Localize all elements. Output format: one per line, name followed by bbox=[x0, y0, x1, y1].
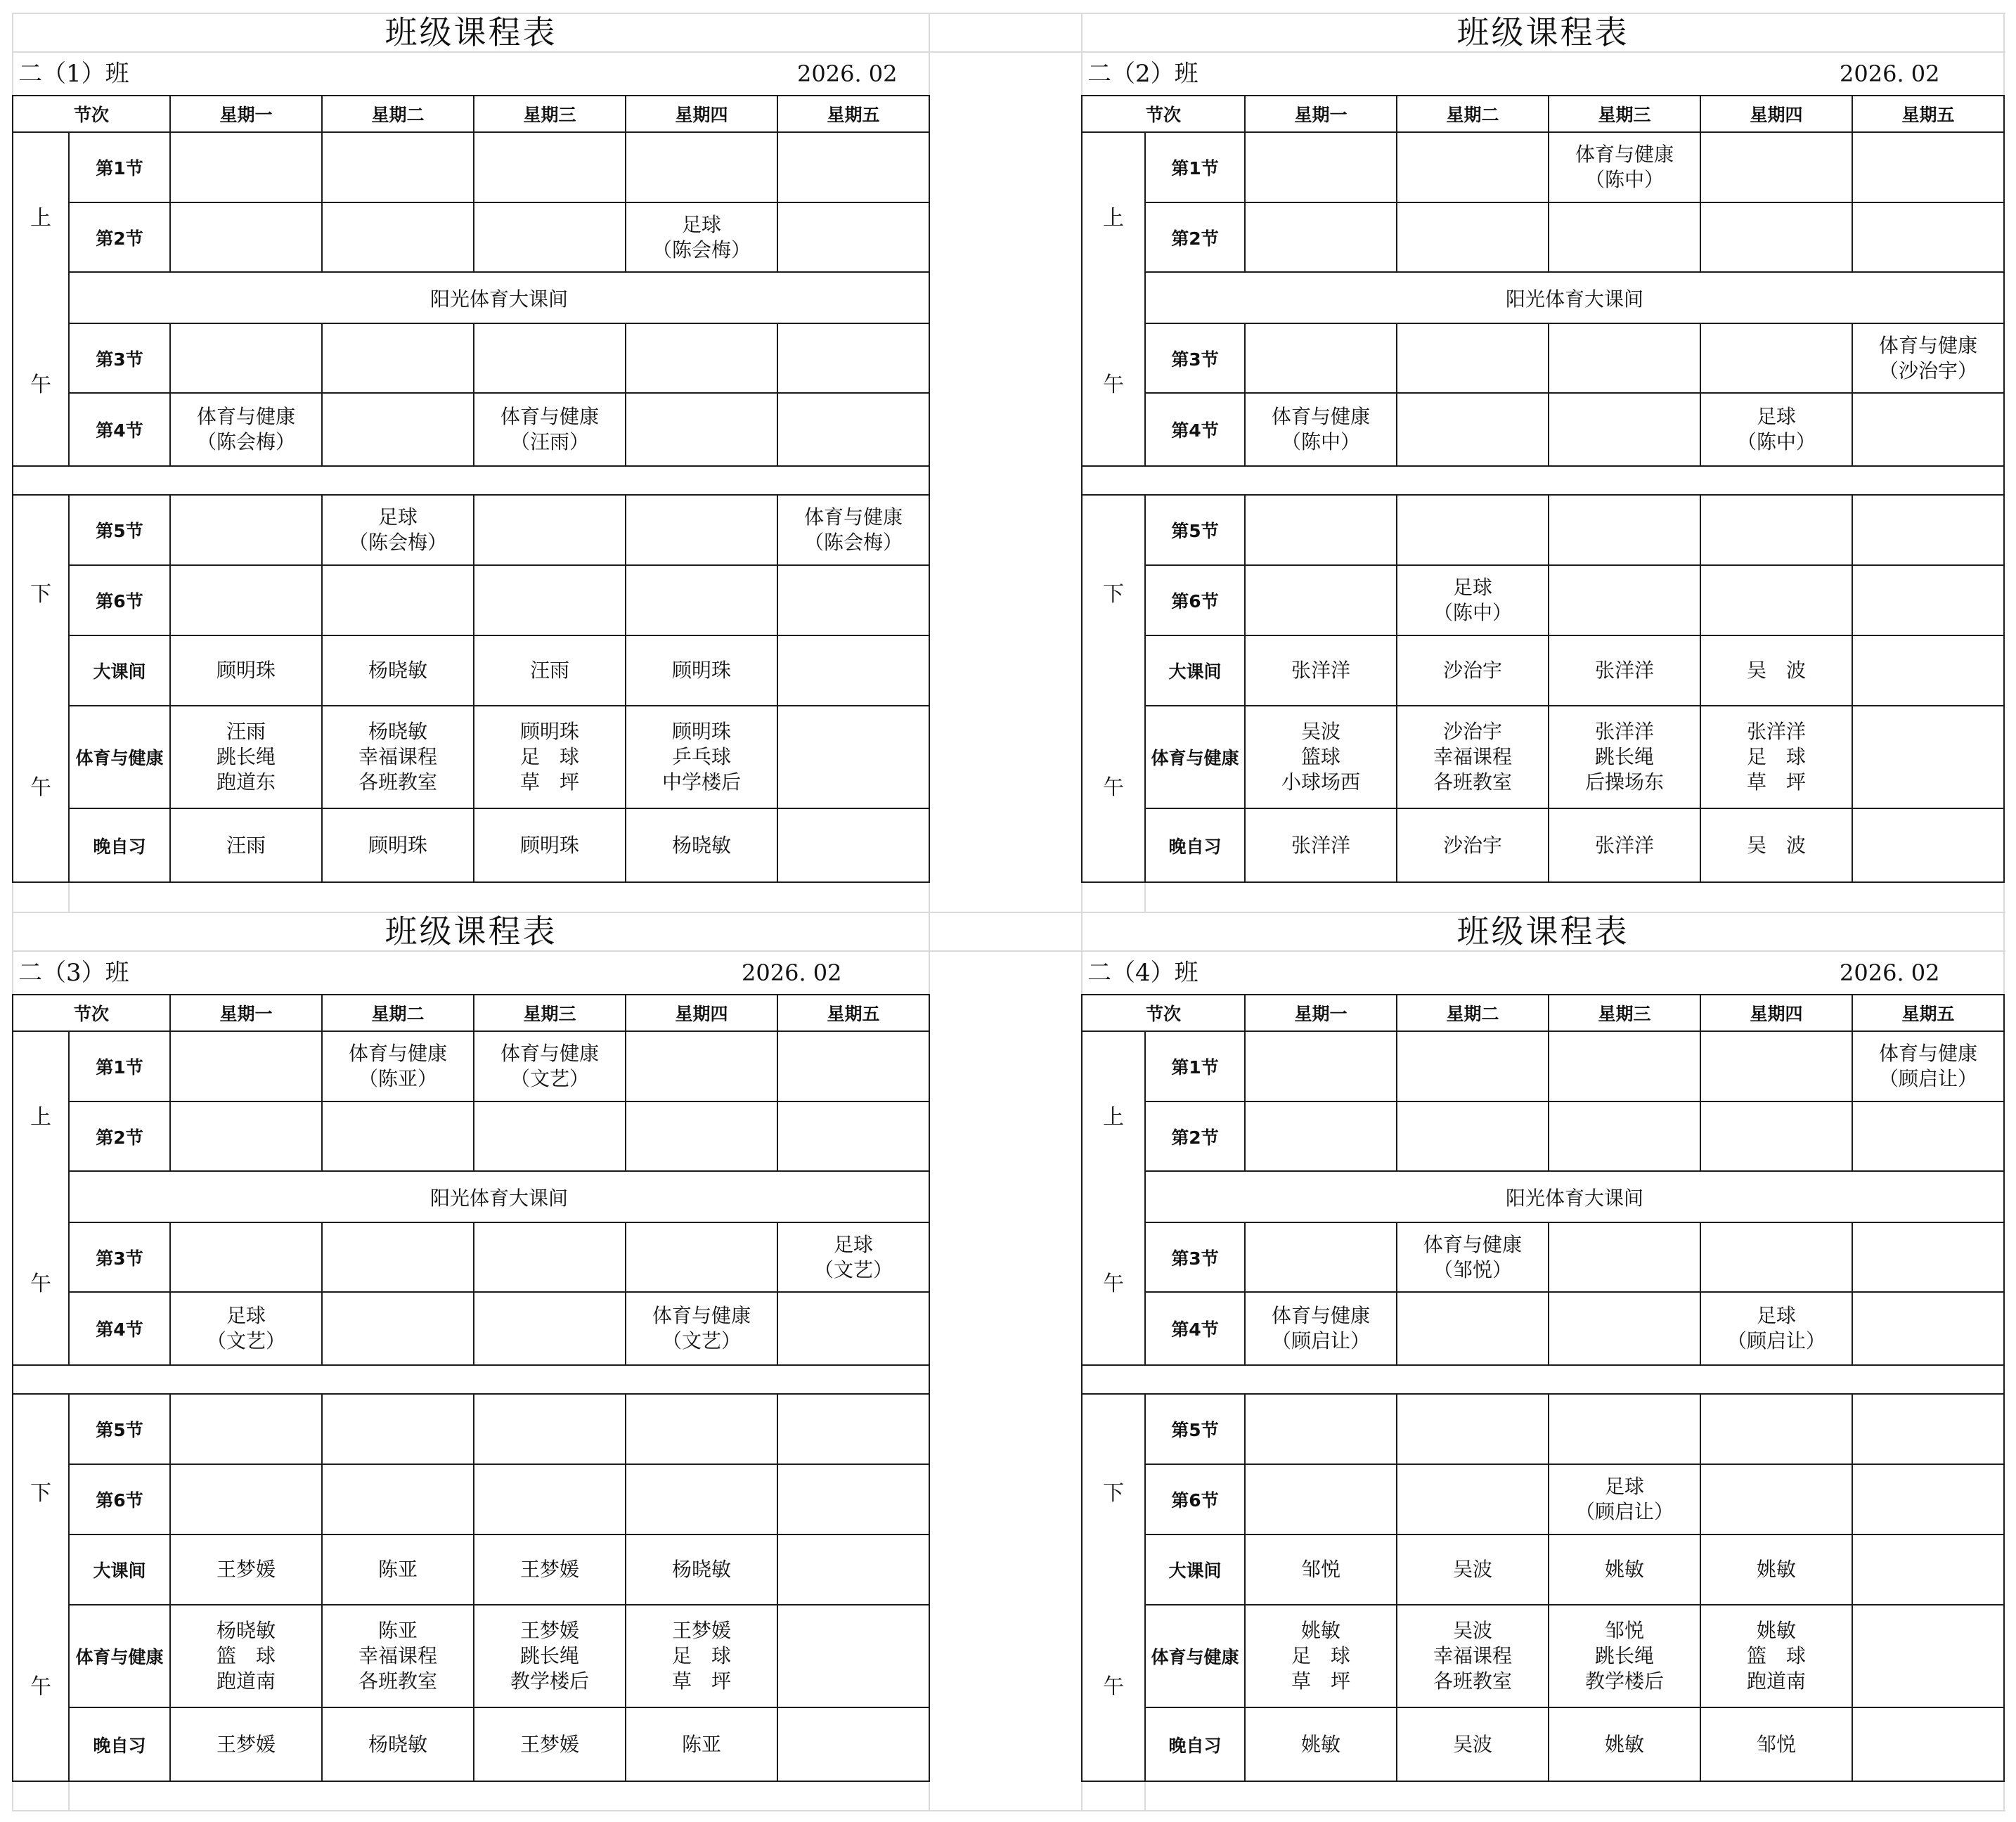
session-char: 下 bbox=[30, 582, 51, 607]
timetable-cell[interactable] bbox=[778, 1605, 930, 1708]
timetable-cell[interactable]: 王梦媛 bbox=[171, 1708, 323, 1782]
schedule-date: 2026. 02 bbox=[742, 960, 842, 986]
timetable-cell[interactable]: 汪雨 跳长绳 跑道东 bbox=[171, 706, 323, 809]
timetable-cell[interactable] bbox=[1701, 1465, 1853, 1535]
timetable-cell[interactable]: 足球 （陈中） bbox=[1397, 566, 1549, 636]
timetable-cell[interactable]: 体育与健康 （文艺） bbox=[474, 1032, 626, 1102]
timetable-cell[interactable] bbox=[1246, 1465, 1397, 1535]
timetable-cell[interactable] bbox=[323, 1465, 474, 1535]
schedule-title: 班级课程表 bbox=[1456, 13, 1629, 51]
timetable-cell[interactable]: 体育与健康 （顾启让） bbox=[1853, 1032, 2005, 1102]
timetable-cell[interactable] bbox=[778, 324, 930, 394]
header-day: 星期二 bbox=[1397, 96, 1549, 133]
header-day: 星期四 bbox=[1701, 96, 1853, 133]
period-label: 第4节 bbox=[1146, 1293, 1246, 1366]
timetable-cell[interactable] bbox=[1549, 1032, 1701, 1102]
timetable-cell[interactable] bbox=[778, 1535, 930, 1605]
session-char: 午 bbox=[30, 1271, 51, 1296]
timetable-cell[interactable]: 顾明珠 乒乓球 中学楼后 bbox=[626, 706, 778, 809]
header-day: 星期三 bbox=[1549, 96, 1701, 133]
timetable-cell[interactable] bbox=[474, 1102, 626, 1172]
timetable-cell[interactable]: 杨晓敏 bbox=[323, 636, 474, 706]
timetable-cell[interactable] bbox=[778, 133, 930, 203]
timetable-cell[interactable] bbox=[1701, 1395, 1853, 1465]
header-day: 星期一 bbox=[1246, 96, 1397, 133]
header-day: 星期四 bbox=[626, 995, 778, 1032]
timetable-cell[interactable]: 沙治宇 幸福课程 各班教室 bbox=[1397, 706, 1549, 809]
timetable-cell[interactable]: 吴波 bbox=[1397, 1535, 1549, 1605]
timetable-cell[interactable] bbox=[1853, 496, 2005, 566]
timetable-cell[interactable] bbox=[626, 133, 778, 203]
header-day: 星期三 bbox=[474, 96, 626, 133]
timetable-cell[interactable]: 体育与健康 （邹悦） bbox=[1397, 1223, 1549, 1293]
timetable-cell[interactable]: 体育与健康 （陈会梅） bbox=[778, 496, 930, 566]
timetable-cell[interactable]: 顾明珠 bbox=[323, 809, 474, 883]
timetable-cell[interactable] bbox=[626, 566, 778, 636]
schedule-panel bbox=[12, 899, 930, 1782]
timetable-cell[interactable]: 姚敏 bbox=[1549, 1535, 1701, 1605]
timetable-cell[interactable]: 张洋洋 足 球 草 坪 bbox=[1701, 706, 1853, 809]
timetable-cell[interactable] bbox=[171, 1223, 323, 1293]
period-label: 第2节 bbox=[1146, 203, 1246, 273]
header-day: 星期二 bbox=[323, 96, 474, 133]
timetable-cell[interactable] bbox=[171, 1465, 323, 1535]
session-label-morning bbox=[13, 133, 70, 467]
timetable-cell[interactable] bbox=[171, 496, 323, 566]
header-day: 星期四 bbox=[626, 96, 778, 133]
class-name: 二（4）班 bbox=[1087, 959, 1198, 987]
timetable-cell[interactable] bbox=[1246, 133, 1397, 203]
timetable-cell[interactable] bbox=[1397, 1102, 1549, 1172]
timetable-cell[interactable]: 顾明珠 足 球 草 坪 bbox=[474, 706, 626, 809]
period-label: 体育与健康 bbox=[1146, 706, 1246, 809]
timetable-cell[interactable] bbox=[171, 133, 323, 203]
timetable-cell[interactable]: 姚敏 bbox=[1246, 1708, 1397, 1782]
timetable-cell[interactable]: 杨晓敏 篮 球 跑道南 bbox=[171, 1605, 323, 1708]
period-label: 大课间 bbox=[1146, 636, 1246, 706]
timetable-cell[interactable]: 吴 波 bbox=[1701, 636, 1853, 706]
timetable-cell[interactable] bbox=[1397, 133, 1549, 203]
period-label: 第5节 bbox=[70, 1395, 171, 1465]
timetable-cell[interactable] bbox=[778, 1395, 930, 1465]
header-day: 星期五 bbox=[778, 995, 930, 1032]
timetable-cell[interactable]: 足球 （文艺） bbox=[778, 1223, 930, 1293]
timetable-cell[interactable] bbox=[778, 394, 930, 467]
sheet-gridline bbox=[68, 1782, 70, 1810]
period-label: 第1节 bbox=[1146, 133, 1246, 203]
timetable-cell[interactable]: 汪雨 bbox=[171, 809, 323, 883]
timetable-cell[interactable] bbox=[626, 496, 778, 566]
timetable-cell[interactable]: 沙治宇 bbox=[1397, 636, 1549, 706]
timetable-cell[interactable]: 王梦媛 bbox=[171, 1535, 323, 1605]
period-label: 大课间 bbox=[70, 1535, 171, 1605]
timetable-cell[interactable] bbox=[1853, 133, 2005, 203]
timetable-cell[interactable] bbox=[1397, 1032, 1549, 1102]
timetable-cell[interactable] bbox=[1397, 1395, 1549, 1465]
timetable-cell[interactable] bbox=[1701, 1223, 1853, 1293]
timetable-cell[interactable]: 陈亚 幸福课程 各班教室 bbox=[323, 1605, 474, 1708]
timetable-cell[interactable] bbox=[626, 1102, 778, 1172]
timetable-cell[interactable]: 邹悦 bbox=[1246, 1535, 1397, 1605]
period-label: 第2节 bbox=[70, 203, 171, 273]
timetable-cell[interactable] bbox=[778, 1102, 930, 1172]
timetable-cell[interactable] bbox=[1397, 203, 1549, 273]
timetable-cell[interactable] bbox=[1397, 1465, 1549, 1535]
blank-separator-row bbox=[1083, 1366, 2005, 1395]
session-label-afternoon bbox=[13, 1395, 70, 1782]
timetable-cell[interactable]: 足球 （陈会梅） bbox=[323, 496, 474, 566]
timetable-cell[interactable] bbox=[1246, 324, 1397, 394]
timetable-cell[interactable]: 张洋洋 bbox=[1246, 809, 1397, 883]
timetable-cell[interactable] bbox=[778, 706, 930, 809]
class-name: 二（1）班 bbox=[18, 60, 129, 88]
timetable-grid bbox=[1081, 994, 2005, 1782]
period-label: 第1节 bbox=[1146, 1032, 1246, 1102]
timetable-cell[interactable] bbox=[171, 1032, 323, 1102]
class-info-row bbox=[12, 53, 930, 95]
timetable-cell[interactable]: 王梦媛 bbox=[474, 1535, 626, 1605]
timetable-cell[interactable]: 杨晓敏 bbox=[323, 1708, 474, 1782]
schedule-panel bbox=[1081, 0, 2005, 883]
session-char: 午 bbox=[30, 1674, 51, 1699]
timetable-cell[interactable] bbox=[1246, 496, 1397, 566]
session-char: 上 bbox=[30, 1105, 51, 1130]
period-label: 大课间 bbox=[70, 636, 171, 706]
timetable-cell[interactable] bbox=[778, 636, 930, 706]
timetable-grid bbox=[12, 95, 930, 883]
timetable-cell[interactable] bbox=[1549, 1223, 1701, 1293]
timetable-cell[interactable]: 体育与健康 （陈会梅） bbox=[171, 394, 323, 467]
timetable-cell[interactable]: 吴波 篮球 小球场西 bbox=[1246, 706, 1397, 809]
timetable-cell[interactable] bbox=[1246, 1102, 1397, 1172]
timetable-cell[interactable] bbox=[474, 566, 626, 636]
timetable-cell[interactable] bbox=[323, 1223, 474, 1293]
timetable-cell[interactable] bbox=[1549, 1395, 1701, 1465]
timetable-cell[interactable]: 吴波 bbox=[1397, 1708, 1549, 1782]
header-period: 节次 bbox=[1083, 995, 1246, 1032]
timetable-cell[interactable]: 汪雨 bbox=[474, 636, 626, 706]
header-period: 节次 bbox=[1083, 96, 1246, 133]
period-label: 体育与健康 bbox=[70, 706, 171, 809]
timetable-cell[interactable] bbox=[1701, 203, 1853, 273]
blank-separator-row bbox=[13, 1366, 930, 1395]
header-day: 星期五 bbox=[1853, 96, 2005, 133]
timetable-cell[interactable] bbox=[474, 1395, 626, 1465]
timetable-cell[interactable]: 陈亚 bbox=[323, 1535, 474, 1605]
timetable-cell[interactable] bbox=[323, 1293, 474, 1366]
timetable-cell[interactable]: 王梦媛 bbox=[474, 1708, 626, 1782]
period-label: 第3节 bbox=[1146, 1223, 1246, 1293]
timetable-cell[interactable]: 体育与健康 （文艺） bbox=[626, 1293, 778, 1366]
period-label: 第4节 bbox=[70, 1293, 171, 1366]
timetable-cell[interactable] bbox=[474, 324, 626, 394]
sunshine-break-row: 阳光体育大课间 bbox=[1146, 273, 2005, 324]
timetable-cell[interactable]: 顾明珠 bbox=[474, 809, 626, 883]
timetable-cell[interactable] bbox=[1853, 1465, 2005, 1535]
session-label-morning bbox=[1083, 1032, 1146, 1366]
period-label: 第6节 bbox=[70, 566, 171, 636]
sheet-gridline bbox=[1144, 1782, 1146, 1810]
timetable-cell[interactable] bbox=[778, 1708, 930, 1782]
period-label: 第6节 bbox=[1146, 566, 1246, 636]
timetable-cell[interactable] bbox=[323, 1395, 474, 1465]
session-char: 午 bbox=[1103, 1674, 1124, 1699]
timetable-cell[interactable]: 王梦媛 跳长绳 教学楼后 bbox=[474, 1605, 626, 1708]
session-label-afternoon bbox=[1083, 496, 1146, 883]
header-day: 星期五 bbox=[1853, 995, 2005, 1032]
schedule-date: 2026. 02 bbox=[1840, 960, 1940, 986]
timetable-cell[interactable] bbox=[171, 1395, 323, 1465]
timetable-cell[interactable] bbox=[1853, 1605, 2005, 1708]
timetable-cell[interactable]: 杨晓敏 bbox=[626, 1535, 778, 1605]
timetable-cell[interactable] bbox=[474, 1293, 626, 1366]
timetable-cell[interactable] bbox=[626, 324, 778, 394]
timetable-cell[interactable] bbox=[1549, 203, 1701, 273]
schedule-title: 班级课程表 bbox=[385, 912, 557, 950]
timetable-cell[interactable]: 体育与健康 （陈中） bbox=[1549, 133, 1701, 203]
timetable-grid bbox=[12, 994, 930, 1782]
timetable-cell[interactable] bbox=[1246, 203, 1397, 273]
class-info-row bbox=[12, 952, 930, 994]
timetable-cell[interactable] bbox=[323, 133, 474, 203]
timetable-cell[interactable] bbox=[171, 566, 323, 636]
timetable-cell[interactable] bbox=[778, 1465, 930, 1535]
timetable-cell[interactable]: 张洋洋 bbox=[1549, 636, 1701, 706]
timetable-cell[interactable] bbox=[1701, 133, 1853, 203]
schedule-date: 2026. 02 bbox=[797, 60, 898, 87]
period-label: 第6节 bbox=[1146, 1465, 1246, 1535]
session-char: 午 bbox=[1103, 372, 1124, 397]
schedule-date: 2026. 02 bbox=[1840, 60, 1940, 87]
sunshine-break-row: 阳光体育大课间 bbox=[70, 273, 930, 324]
header-day: 星期二 bbox=[323, 995, 474, 1032]
timetable-cell[interactable]: 邹悦 跳长绳 教学楼后 bbox=[1549, 1605, 1701, 1708]
timetable-cell[interactable]: 张洋洋 bbox=[1246, 636, 1397, 706]
blank-separator-row bbox=[13, 467, 930, 496]
session-char: 午 bbox=[30, 775, 51, 800]
schedule-panel bbox=[12, 0, 930, 883]
timetable-cell[interactable] bbox=[626, 1032, 778, 1102]
timetable-cell[interactable]: 体育与健康 （陈亚） bbox=[323, 1032, 474, 1102]
period-label: 第2节 bbox=[70, 1102, 171, 1172]
timetable-cell[interactable] bbox=[323, 203, 474, 273]
period-label: 第3节 bbox=[1146, 324, 1246, 394]
timetable-cell[interactable]: 姚敏 篮 球 跑道南 bbox=[1701, 1605, 1853, 1708]
timetable-cell[interactable]: 沙治宇 bbox=[1397, 809, 1549, 883]
timetable-cell[interactable]: 体育与健康 （汪雨） bbox=[474, 394, 626, 467]
timetable-cell[interactable] bbox=[1549, 566, 1701, 636]
timetable-cell[interactable]: 足球 （文艺） bbox=[171, 1293, 323, 1366]
sheet-gridline bbox=[12, 1810, 2005, 1811]
timetable-cell[interactable] bbox=[1853, 636, 2005, 706]
timetable-cell[interactable] bbox=[474, 133, 626, 203]
timetable-cell[interactable] bbox=[778, 203, 930, 273]
timetable-cell[interactable] bbox=[778, 1293, 930, 1366]
timetable-cell[interactable] bbox=[1853, 1535, 2005, 1605]
timetable-cell[interactable] bbox=[1853, 1395, 2005, 1465]
header-period: 节次 bbox=[13, 995, 171, 1032]
timetable-cell[interactable] bbox=[1701, 324, 1853, 394]
timetable-cell[interactable] bbox=[1246, 1032, 1397, 1102]
session-char: 下 bbox=[30, 1481, 51, 1506]
timetable-cell[interactable]: 体育与健康 （顾启让） bbox=[1246, 1293, 1397, 1366]
timetable-cell[interactable]: 体育与健康 （陈中） bbox=[1246, 394, 1397, 467]
timetable-cell[interactable]: 足球 （顾启让） bbox=[1701, 1293, 1853, 1366]
timetable-cell[interactable]: 杨晓敏 bbox=[626, 809, 778, 883]
period-label: 大课间 bbox=[1146, 1535, 1246, 1605]
session-char: 上 bbox=[30, 206, 51, 231]
period-label: 晚自习 bbox=[1146, 1708, 1246, 1782]
timetable-cell[interactable] bbox=[1853, 566, 2005, 636]
timetable-cell[interactable] bbox=[1246, 1395, 1397, 1465]
timetable-cell[interactable] bbox=[323, 1102, 474, 1172]
session-char: 上 bbox=[1103, 1105, 1124, 1130]
timetable-cell[interactable] bbox=[1549, 496, 1701, 566]
timetable-cell[interactable]: 足球 （陈中） bbox=[1701, 394, 1853, 467]
timetable-cell[interactable] bbox=[323, 566, 474, 636]
header-day: 星期二 bbox=[1397, 995, 1549, 1032]
period-label: 第5节 bbox=[1146, 496, 1246, 566]
timetable-cell[interactable]: 邹悦 bbox=[1701, 1708, 1853, 1782]
timetable-cell[interactable] bbox=[1853, 1223, 2005, 1293]
timetable-cell[interactable] bbox=[1853, 1102, 2005, 1172]
period-label: 第6节 bbox=[70, 1465, 171, 1535]
timetable-grid bbox=[1081, 95, 2005, 883]
session-char: 下 bbox=[1103, 582, 1124, 607]
timetable-cell[interactable] bbox=[474, 203, 626, 273]
header-day: 星期一 bbox=[171, 96, 323, 133]
period-label: 体育与健康 bbox=[70, 1605, 171, 1708]
period-label: 第5节 bbox=[1146, 1395, 1246, 1465]
sunshine-break-row: 阳光体育大课间 bbox=[1146, 1172, 2005, 1223]
period-label: 第1节 bbox=[70, 1032, 171, 1102]
session-char: 午 bbox=[1103, 1271, 1124, 1296]
class-info-row bbox=[1081, 952, 2005, 994]
timetable-cell[interactable] bbox=[1853, 809, 2005, 883]
header-day: 星期四 bbox=[1701, 995, 1853, 1032]
session-label-afternoon bbox=[1083, 1395, 1146, 1782]
timetable-cell[interactable]: 体育与健康 （沙治宇） bbox=[1853, 324, 2005, 394]
timetable-cell[interactable] bbox=[1853, 203, 2005, 273]
timetable-cell[interactable] bbox=[474, 496, 626, 566]
timetable-cell[interactable]: 足球 （陈会梅） bbox=[626, 203, 778, 273]
timetable-cell[interactable] bbox=[1701, 496, 1853, 566]
timetable-cell[interactable] bbox=[1246, 1223, 1397, 1293]
session-char: 下 bbox=[1103, 1481, 1124, 1506]
header-day: 星期一 bbox=[171, 995, 323, 1032]
header-period: 节次 bbox=[13, 96, 171, 133]
period-label: 第4节 bbox=[70, 394, 171, 467]
timetable-cell[interactable]: 张洋洋 bbox=[1549, 809, 1701, 883]
period-label: 体育与健康 bbox=[1146, 1605, 1246, 1708]
timetable-cell[interactable]: 姚敏 足 球 草 坪 bbox=[1246, 1605, 1397, 1708]
timetable-cell[interactable]: 姚敏 bbox=[1549, 1708, 1701, 1782]
timetable-cell[interactable] bbox=[1549, 1102, 1701, 1172]
period-label: 第3节 bbox=[70, 324, 171, 394]
header-day: 星期一 bbox=[1246, 995, 1397, 1032]
timetable-cell[interactable] bbox=[1549, 1293, 1701, 1366]
timetable-cell[interactable] bbox=[1701, 1032, 1853, 1102]
timetable-cell[interactable] bbox=[1397, 496, 1549, 566]
timetable-cell[interactable] bbox=[1246, 566, 1397, 636]
timetable-cell[interactable] bbox=[1549, 394, 1701, 467]
timetable-cell[interactable] bbox=[778, 1032, 930, 1102]
class-name: 二（2）班 bbox=[1087, 60, 1198, 88]
timetable-cell[interactable] bbox=[1853, 1708, 2005, 1782]
timetable-cell[interactable] bbox=[1853, 706, 2005, 809]
timetable-cell[interactable] bbox=[1397, 324, 1549, 394]
class-info-row bbox=[1081, 53, 2005, 95]
class-name: 二（3）班 bbox=[18, 959, 129, 987]
timetable-cell[interactable]: 张洋洋 跳长绳 后操场东 bbox=[1549, 706, 1701, 809]
period-label: 晚自习 bbox=[1146, 809, 1246, 883]
period-label: 晚自习 bbox=[70, 1708, 171, 1782]
timetable-cell[interactable] bbox=[778, 809, 930, 883]
period-label: 第2节 bbox=[1146, 1102, 1246, 1172]
timetable-cell[interactable] bbox=[1549, 324, 1701, 394]
timetable-cell[interactable] bbox=[1397, 394, 1549, 467]
timetable-cell[interactable] bbox=[626, 394, 778, 467]
timetable-cell[interactable]: 杨晓敏 幸福课程 各班教室 bbox=[323, 706, 474, 809]
session-char: 上 bbox=[1103, 206, 1124, 231]
timetable-cell[interactable] bbox=[171, 203, 323, 273]
timetable-cell[interactable]: 姚敏 bbox=[1701, 1535, 1853, 1605]
timetable-cell[interactable] bbox=[474, 1465, 626, 1535]
period-label: 第5节 bbox=[70, 496, 171, 566]
timetable-cell[interactable]: 吴波 幸福课程 各班教室 bbox=[1397, 1605, 1549, 1708]
timetable-cell[interactable] bbox=[323, 394, 474, 467]
timetable-cell[interactable]: 顾明珠 bbox=[171, 636, 323, 706]
session-char: 午 bbox=[1103, 775, 1124, 800]
timetable-cell[interactable]: 王梦媛 足 球 草 坪 bbox=[626, 1605, 778, 1708]
header-day: 星期三 bbox=[1549, 995, 1701, 1032]
period-label: 第1节 bbox=[70, 133, 171, 203]
blank-separator-row bbox=[1083, 467, 2005, 496]
period-label: 晚自习 bbox=[70, 809, 171, 883]
timetable-cell[interactable] bbox=[626, 1395, 778, 1465]
period-label: 第4节 bbox=[1146, 394, 1246, 467]
timetable-cell[interactable] bbox=[626, 1223, 778, 1293]
session-label-morning bbox=[1083, 133, 1146, 467]
timetable-cell[interactable] bbox=[1853, 394, 2005, 467]
session-char: 午 bbox=[30, 372, 51, 397]
timetable-cell[interactable]: 足球 （顾启让） bbox=[1549, 1465, 1701, 1535]
timetable-cell[interactable] bbox=[778, 566, 930, 636]
session-label-afternoon bbox=[13, 496, 70, 883]
schedule-panel bbox=[1081, 899, 2005, 1782]
timetable-cell[interactable] bbox=[626, 1465, 778, 1535]
timetable-cell[interactable] bbox=[171, 324, 323, 394]
timetable-cell[interactable] bbox=[474, 1223, 626, 1293]
period-label: 第3节 bbox=[70, 1223, 171, 1293]
header-day: 星期三 bbox=[474, 995, 626, 1032]
header-day: 星期五 bbox=[778, 96, 930, 133]
session-label-morning bbox=[13, 1032, 70, 1366]
timetable-cell[interactable]: 顾明珠 bbox=[626, 636, 778, 706]
timetable-cell[interactable] bbox=[1701, 566, 1853, 636]
timetable-cell[interactable] bbox=[1701, 1102, 1853, 1172]
timetable-cell[interactable] bbox=[171, 1102, 323, 1172]
schedule-title: 班级课程表 bbox=[1456, 912, 1629, 950]
schedule-title: 班级课程表 bbox=[385, 13, 557, 51]
timetable-cell[interactable] bbox=[1397, 1293, 1549, 1366]
sunshine-break-row: 阳光体育大课间 bbox=[70, 1172, 930, 1223]
timetable-cell[interactable]: 吴 波 bbox=[1701, 809, 1853, 883]
timetable-cell[interactable] bbox=[323, 324, 474, 394]
timetable-cell[interactable]: 陈亚 bbox=[626, 1708, 778, 1782]
timetable-cell[interactable] bbox=[1853, 1293, 2005, 1366]
